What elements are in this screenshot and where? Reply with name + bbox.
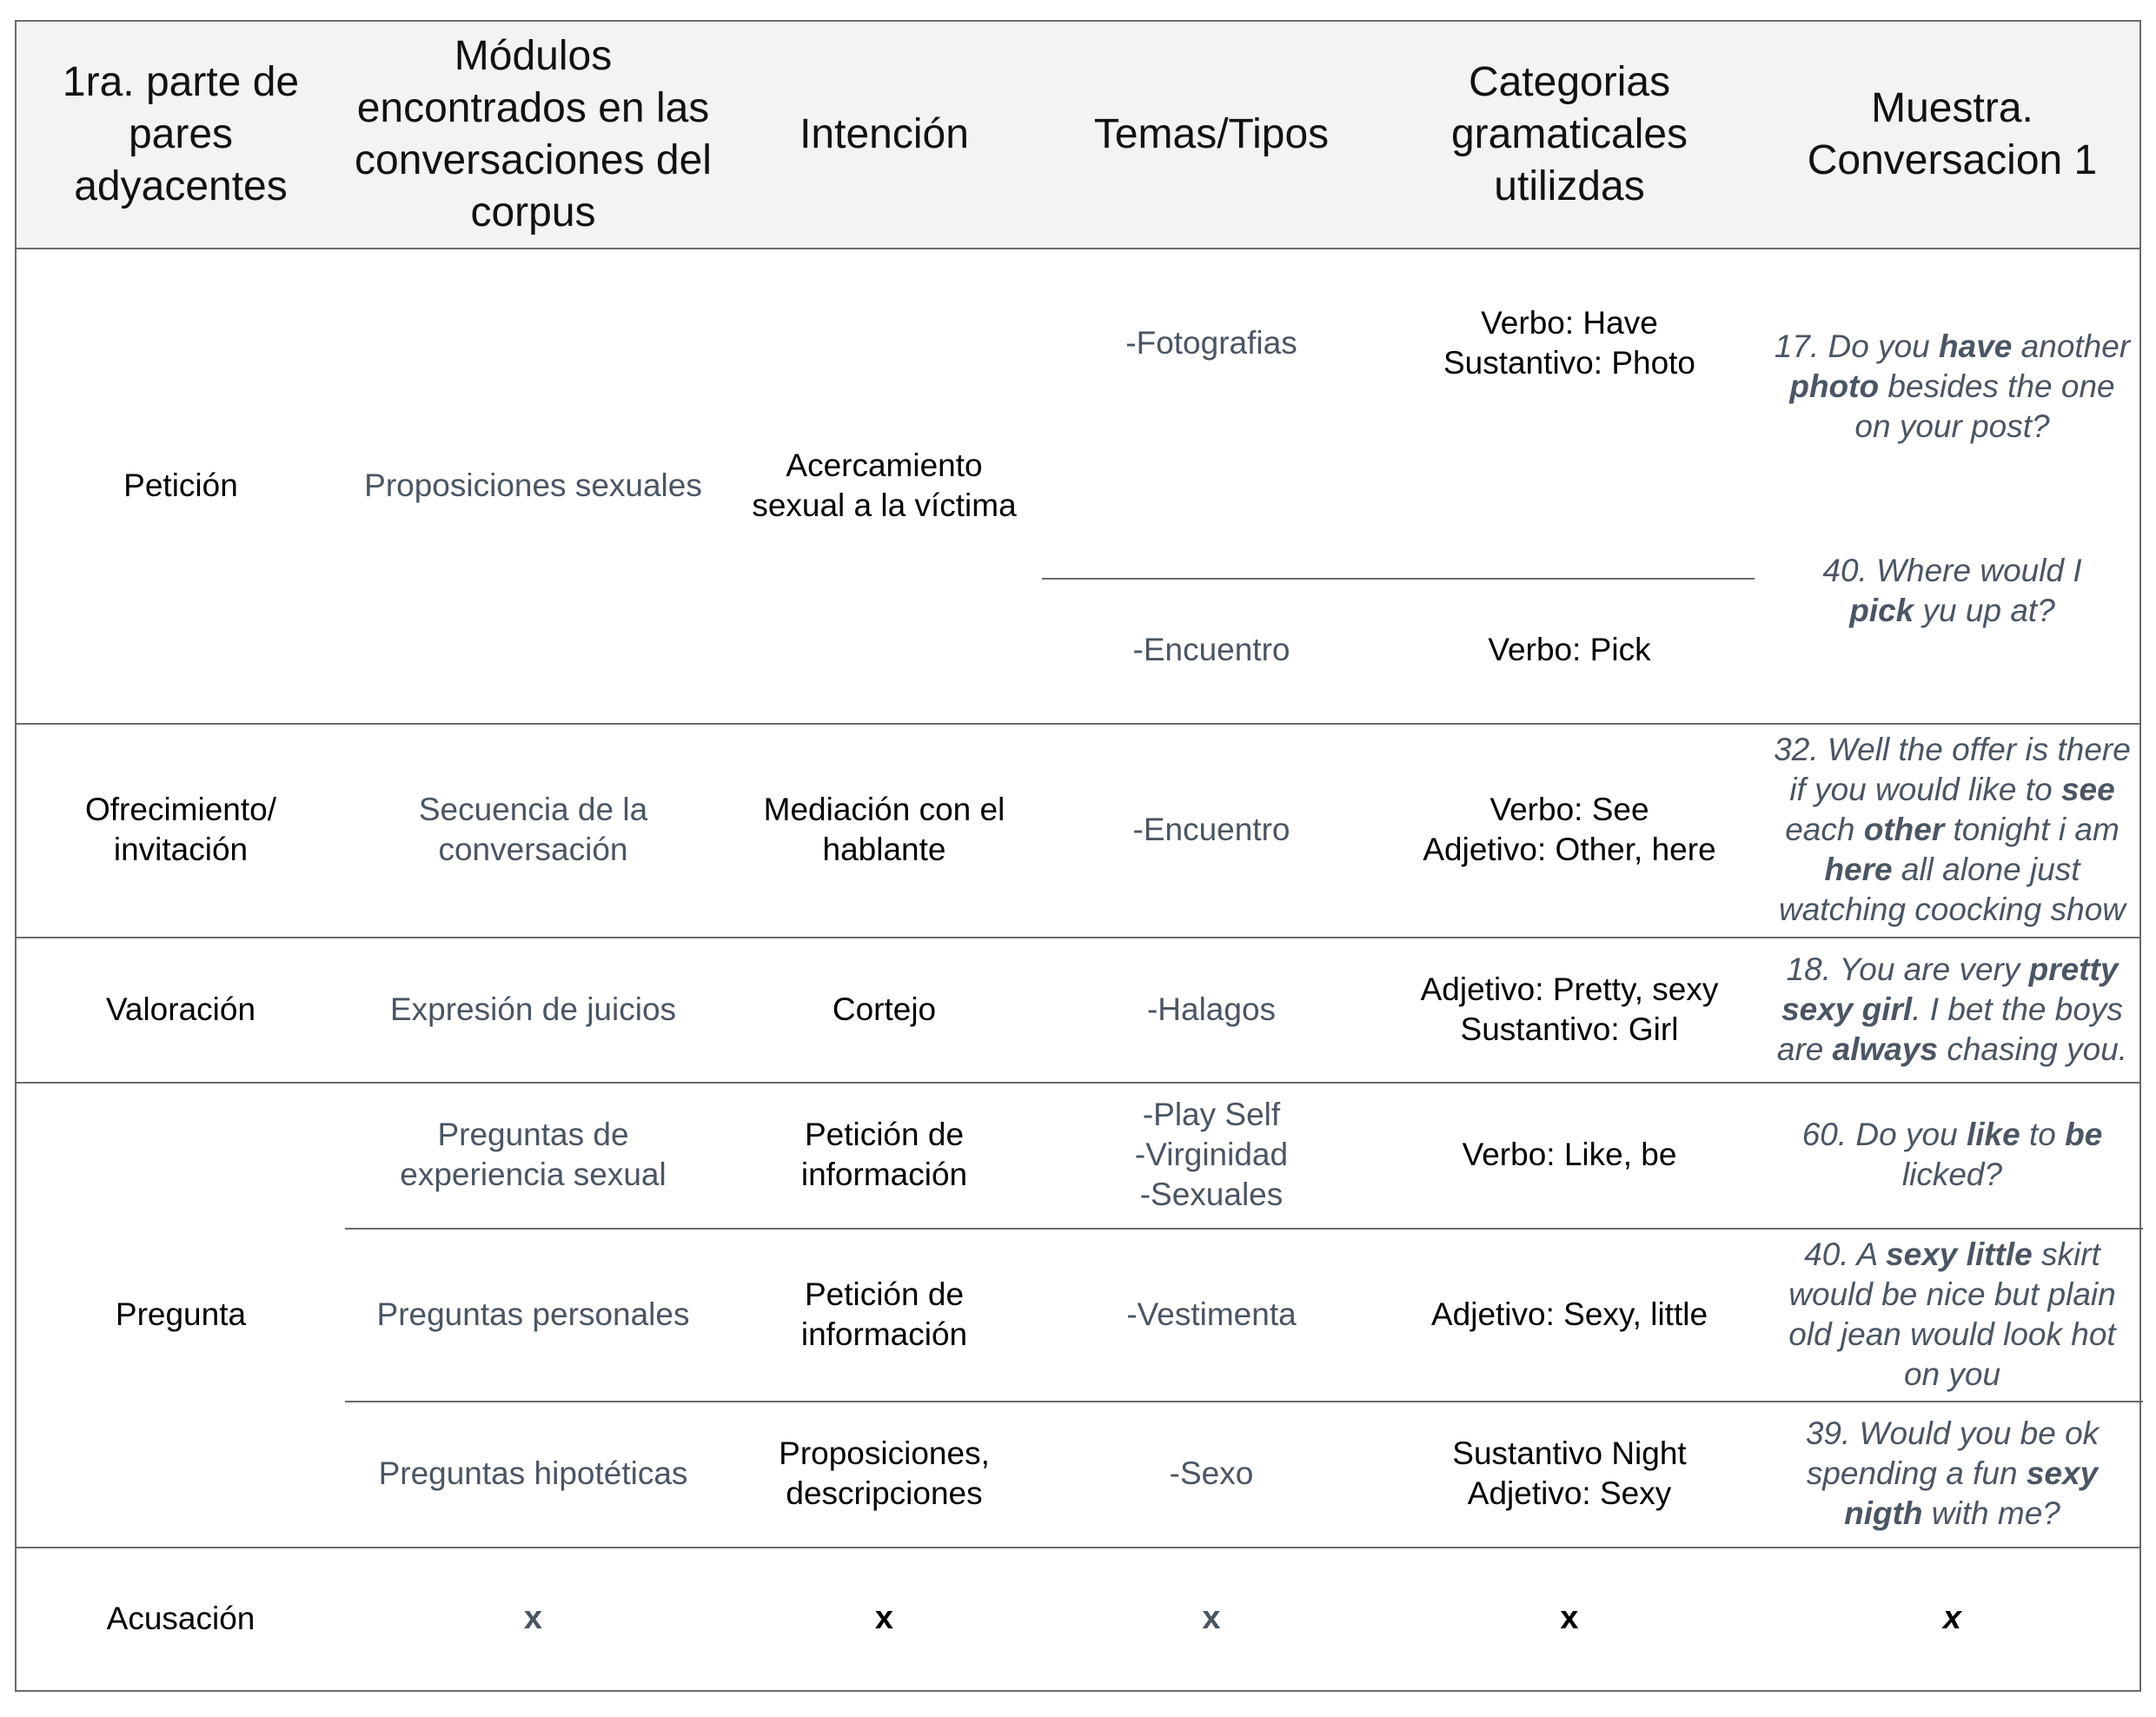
header-muestra: Muestra. Conversacion 1 bbox=[1807, 85, 2098, 183]
row-peticion-modulo: Proposiciones sexuales bbox=[364, 467, 702, 503]
row-pregunta-parte: Pregunta bbox=[115, 1296, 247, 1332]
row-peticion-tema-2: -Encuentro bbox=[1132, 632, 1290, 667]
row-valoracion-sample: 18. You are very pretty sexy girl. I bet the boys are always chasing you. bbox=[1776, 951, 2128, 1067]
row-peticion-intencion: Acercamiento sexual a la víctima bbox=[752, 447, 1017, 523]
row-pregunta-3-sample: 39. Would you be ok spending a fun sexy nigth with me? bbox=[1805, 1415, 2100, 1531]
row-acusacion-mark-cats: x bbox=[1560, 1600, 1579, 1636]
row-pregunta-1-intencion: Petición de información bbox=[800, 1117, 968, 1192]
row-ofrecimiento-parte: Ofrecimiento/ invitación bbox=[84, 792, 276, 867]
row-acusacion-mark-modulo: x bbox=[523, 1600, 543, 1636]
row-pregunta-1-sample: 60. Do you like to be licked? bbox=[1801, 1117, 2103, 1192]
data-table bbox=[15, 20, 2141, 1692]
header-intencion: Intención bbox=[799, 111, 969, 157]
row-valoracion-parte: Valoración bbox=[105, 991, 256, 1027]
row-valoracion-intencion: Cortejo bbox=[832, 991, 937, 1027]
row-pregunta-2-cats: Adjetivo: Sexy, little bbox=[1430, 1296, 1708, 1332]
row-pregunta-2-temas: -Vestimenta bbox=[1126, 1296, 1297, 1332]
row-pregunta-2-sample: 40. A sexy little skirt would be nice but plain old jean would look hot on you bbox=[1788, 1236, 2116, 1392]
row-pregunta-2-intencion: Petición de información bbox=[800, 1276, 968, 1352]
row-acusacion-mark-sample: x bbox=[1942, 1600, 1962, 1636]
row-pregunta-1-modulo: Preguntas de experiencia sexual bbox=[400, 1117, 667, 1192]
header-modulos: Módulos encontrados en las conversaciones del corpus bbox=[355, 33, 712, 235]
row-pregunta-3-cats: Sustantivo Night Adjetivo: Sexy bbox=[1452, 1435, 1687, 1511]
row-peticion-sample-2: 40. Where would I pick yu up at? bbox=[1822, 553, 2082, 628]
row-valoracion-cats: Adjetivo: Pretty, sexy Sustantivo: Girl bbox=[1420, 971, 1719, 1047]
header-parte: 1ra. parte de pares adyacentes bbox=[62, 59, 300, 209]
subrow-divider bbox=[1042, 578, 1755, 580]
row-pregunta-3-modulo: Preguntas hipotéticas bbox=[378, 1455, 688, 1491]
row-valoracion-tema: -Halagos bbox=[1146, 991, 1277, 1027]
row-peticion-sample-1: 17. Do you have another photo besides the one on your post? bbox=[1774, 328, 2131, 444]
row-acusacion-mark-temas: x bbox=[1202, 1600, 1221, 1636]
row-peticion-cats-1: Verbo: Have Sustantivo: Photo bbox=[1443, 305, 1696, 381]
header-categorias: Categorias gramaticales utilizdas bbox=[1450, 59, 1688, 209]
row-pregunta-1-cats: Verbo: Like, be bbox=[1462, 1137, 1677, 1172]
row-pregunta-3-intencion: Proposiciones, descripciones bbox=[779, 1435, 990, 1511]
row-ofrecimiento-cats: Verbo: See Adjetivo: Other, here bbox=[1423, 792, 1716, 867]
row-ofrecimiento-sample: 32. Well the offer is there if you would like to see each other tonight i am here all alone just watching coocking show bbox=[1774, 732, 2131, 927]
row-peticion-parte: Petición bbox=[123, 467, 238, 503]
row-ofrecimiento-tema: -Encuentro bbox=[1132, 812, 1290, 847]
row-acusacion-mark-intencion: x bbox=[874, 1600, 894, 1636]
row-ofrecimiento-modulo: Secuencia de la conversación bbox=[418, 792, 648, 867]
row-peticion-cats-2: Verbo: Pick bbox=[1488, 632, 1651, 667]
row-valoracion-modulo: Expresión de juicios bbox=[389, 991, 677, 1027]
row-pregunta-1-temas: -Play Self -Virginidad -Sexuales bbox=[1134, 1097, 1289, 1212]
row-pregunta-2-modulo: Preguntas personales bbox=[376, 1296, 690, 1332]
header-temas: Temas/Tipos bbox=[1093, 111, 1330, 157]
row-ofrecimiento-intencion: Mediación con el hablante bbox=[763, 792, 1005, 867]
row-pregunta-3-temas: -Sexo bbox=[1169, 1455, 1254, 1491]
row-peticion-tema-1: -Fotografias bbox=[1125, 325, 1297, 361]
row-acusacion-parte: Acusación bbox=[106, 1600, 255, 1636]
